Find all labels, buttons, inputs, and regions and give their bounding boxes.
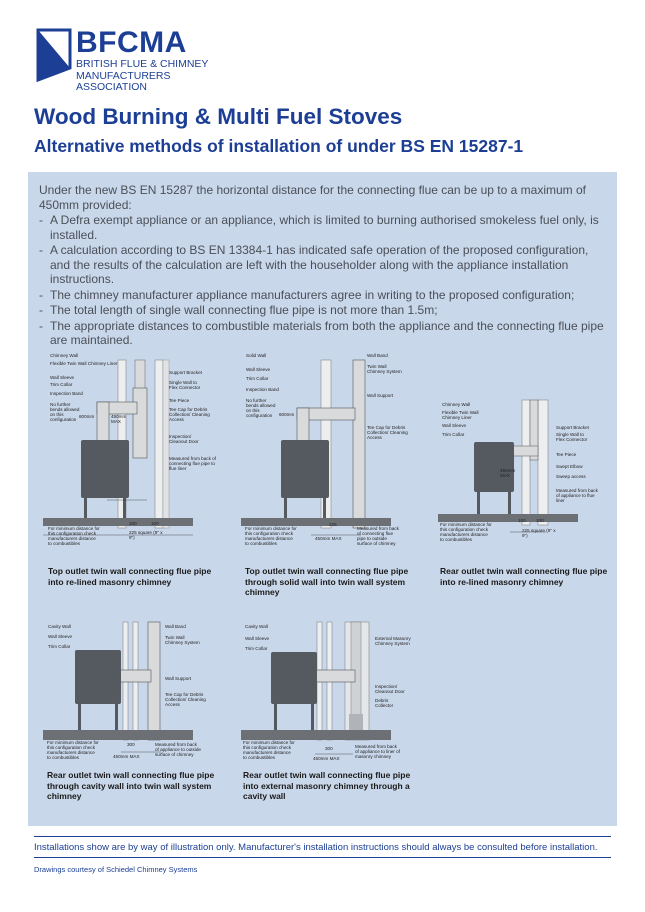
dim-225-square: 225 square (9" x 9") xyxy=(522,528,556,538)
caption-diagram-3: Rear outlet twin wall connecting flue pipe into re-lined masonry chimney xyxy=(440,566,608,587)
label-tee-cap: Tee Cap for Debris Collection/ Cleaning Access xyxy=(367,425,408,440)
footer-divider-bottom xyxy=(34,857,611,858)
label-flex-liner: Flexible Twin Wall Chimney Liner xyxy=(442,410,479,420)
label-inspection-band: Inspection Band xyxy=(246,387,279,392)
content-panel xyxy=(28,172,617,826)
dim-100-b: 100 xyxy=(536,518,544,523)
intro-point: - A Defra exempt appliance or an appliance, which is limited to burning authorised smokeless fuel only, is installed. xyxy=(39,213,609,242)
label-no-further-bends: No further bends allowed on this configuration xyxy=(50,402,80,422)
label-twin-wall-system: Twin Wall Chimney System xyxy=(367,364,402,374)
label-flex-liner: Flexible Twin Wall Chimney Liner xyxy=(50,361,118,366)
page-subtitle: Alternative methods of installation of under BS EN 15287-1 xyxy=(34,136,524,156)
intro-point: - The appropriate distances to combustible materials from both the appliance and the connecting flue pipe are maintained. xyxy=(39,319,609,348)
label-chimney-wall: Chimney Wall xyxy=(442,402,471,407)
logo-subtitle: BRITISH FLUE & CHIMNEY MANUFACTURERS ASSOCIATION xyxy=(76,58,209,93)
dim-300: 300 xyxy=(127,742,135,747)
label-tee-cap: Tee Cap for Debris Collection/ Cleaning Access xyxy=(165,692,206,707)
intro-lead: Under the new BS EN 15287 the horizontal distance for the connecting flue can be up to a maximum of 450mm provided: xyxy=(39,183,586,212)
label-wall-sleeve: Wall Sleeve xyxy=(442,423,467,428)
label-flex-connector: Single Wall to Flex Connector xyxy=(556,432,588,442)
note-min-distance: For minimum distance for this configuration check manufacturers distance to combustibles xyxy=(440,522,492,542)
label-twin-wall-system: Twin Wall Chimney System xyxy=(165,635,200,645)
dim-600mm: 600mm xyxy=(279,412,295,417)
note-min-distance: For minimum distance for this configuration check manufacturers distance to combustibles xyxy=(47,740,99,760)
dim-450mm-max: 450mm MAX xyxy=(315,536,342,541)
dim-225-square: 225 square (9" x 9") xyxy=(129,530,163,540)
label-external-masonry: External Masonry Chimney System xyxy=(375,636,411,646)
intro-text xyxy=(39,183,609,349)
label-wall-sleeve: Wall Sleeve xyxy=(245,636,270,641)
label-trim-collar: Trim Collar xyxy=(246,376,269,381)
label-wall-sleeve: Wall Sleeve xyxy=(48,634,73,639)
diagram-2-drawing xyxy=(241,350,431,550)
label-sweep-access: Sweep access xyxy=(556,474,586,479)
label-trim-collar: Trim Collar xyxy=(48,644,71,649)
label-flex-connector: Single Wall to Flex Connector xyxy=(169,380,201,390)
dim-100-b: 100 xyxy=(151,521,159,526)
footer-divider-top xyxy=(34,836,611,837)
dim-300: 300 xyxy=(325,746,333,751)
label-trim-collar: Trim Collar xyxy=(245,646,268,651)
label-trim-collar: Trim Collar xyxy=(50,382,73,387)
label-chimney-wall: Chimney Wall xyxy=(50,353,79,358)
label-debris-collector: Debris Collector xyxy=(375,698,394,708)
label-tee-cap: Tee Cap for Debris Collection/ Cleaning Access xyxy=(169,407,210,422)
label-trim-collar: Trim Collar xyxy=(442,432,465,437)
bfcma-logo-mark-icon xyxy=(34,28,74,82)
note-min-distance: For minimum distance for this configuration check manufacturers distance to combustibles xyxy=(48,526,100,546)
label-tee-piece: Tee Piece xyxy=(556,452,577,457)
intro-points xyxy=(39,213,609,348)
dim-100-a: 100 xyxy=(518,518,526,523)
label-measured-from: Measured from back of appliance to flue liner xyxy=(556,488,598,503)
footer-note: Installations show are by way of illustration only. Manufacturer's installation instructions should always be consulted before installation. xyxy=(34,842,598,853)
diagram-rear-outlet-external-masonry xyxy=(241,622,431,812)
label-wall-sleeve: Wall Sleeve xyxy=(246,367,271,372)
note-measured-from: Measured from back of connecting flue pipe to outside surface of chimney xyxy=(357,526,399,546)
label-inspection-band: Inspection Band xyxy=(50,391,83,396)
dim-450mm-max: 450mm MAX xyxy=(313,756,340,761)
diagram-3-drawing xyxy=(438,350,616,550)
label-support-bracket: Support Bracket xyxy=(169,370,202,375)
label-wall-support: Wall Support xyxy=(367,393,394,398)
caption-diagram-1: Top outlet twin wall connecting flue pipe into re-lined masonry chimney xyxy=(48,566,212,587)
diagram-rear-outlet-cavity-wall xyxy=(43,622,233,812)
label-no-further-bends: No further bends allowed on this configuration xyxy=(246,398,276,418)
dim-225: 225 xyxy=(329,522,337,527)
note-min-distance: For minimum distance for this configuration check manufacturers distance to combustibles xyxy=(243,740,295,760)
note-min-distance: For minimum distance for this configuration check manufacturers distance to combustibles xyxy=(245,526,297,546)
label-swept-elbow: Swept Elbow xyxy=(556,464,583,469)
drawings-credit: Drawings courtesy of Schiedel Chimney Systems xyxy=(34,865,198,874)
intro-point: - A calculation according to BS EN 13384-1 has indicated safe operation of the proposed configuration, and the results of the calculation are left with the householder along with the appliance installation instructions. xyxy=(39,243,609,287)
diagram-top-outlet-relined xyxy=(43,350,233,587)
label-measured-from: Measured from back of connecting flue pipe to flue liner xyxy=(169,456,216,471)
intro-point: - The chimney manufacturer appliance manufacturers agree in writing to the proposed configuration; xyxy=(39,288,609,303)
label-tee-piece: Tee Piece xyxy=(169,398,190,403)
note-measured-from: Measured from back of appliance to liner of masonry chimney xyxy=(355,744,400,759)
dim-450mm-max: 450mm MAX xyxy=(111,414,127,424)
label-solid-wall: Solid Wall xyxy=(246,353,267,358)
dim-450mm-max: 450mm MAX xyxy=(500,468,516,478)
caption-diagram-4: Rear outlet twin wall connecting flue pipe through cavity wall into twin wall system chimney xyxy=(47,770,215,801)
label-cavity-wall: Cavity Wall xyxy=(245,624,268,629)
label-wall-band: Wall Band xyxy=(367,353,388,358)
caption-diagram-2: Top outlet twin wall connecting flue pipe through solid wall into twin wall system chimney xyxy=(245,566,409,597)
label-wall-sleeve: Wall Sleeve xyxy=(50,375,75,380)
dim-450mm-max: 450mm MAX xyxy=(113,754,140,759)
page-title: Wood Burning & Multi Fuel Stoves xyxy=(34,104,403,129)
dim-100-a: 100 xyxy=(129,521,137,526)
dim-600mm: 600mm xyxy=(79,414,95,419)
label-inspection-door: Inspection/ Cleanout Door xyxy=(375,684,405,694)
label-support-bracket: Support Bracket xyxy=(556,425,589,430)
diagram-top-outlet-solid-wall xyxy=(241,350,431,597)
caption-diagram-5: Rear outlet twin wall connecting flue pipe into external masonry chimney through a cavity wall xyxy=(243,770,411,801)
label-wall-support: Wall Support xyxy=(165,676,192,681)
label-cavity-wall: Cavity Wall xyxy=(48,624,71,629)
label-inspection-door: Inspection/ Cleanout Door xyxy=(169,434,199,444)
logo-acronym: BFCMA xyxy=(76,26,187,59)
intro-point: - The total length of single wall connecting flue pipe is not more than 1.5m; xyxy=(39,303,609,318)
label-wall-band: Wall Band xyxy=(165,624,186,629)
diagram-rear-outlet-relined xyxy=(438,350,616,587)
note-measured-from: Measured from back of appliance to outside surface of chimney xyxy=(155,742,201,757)
